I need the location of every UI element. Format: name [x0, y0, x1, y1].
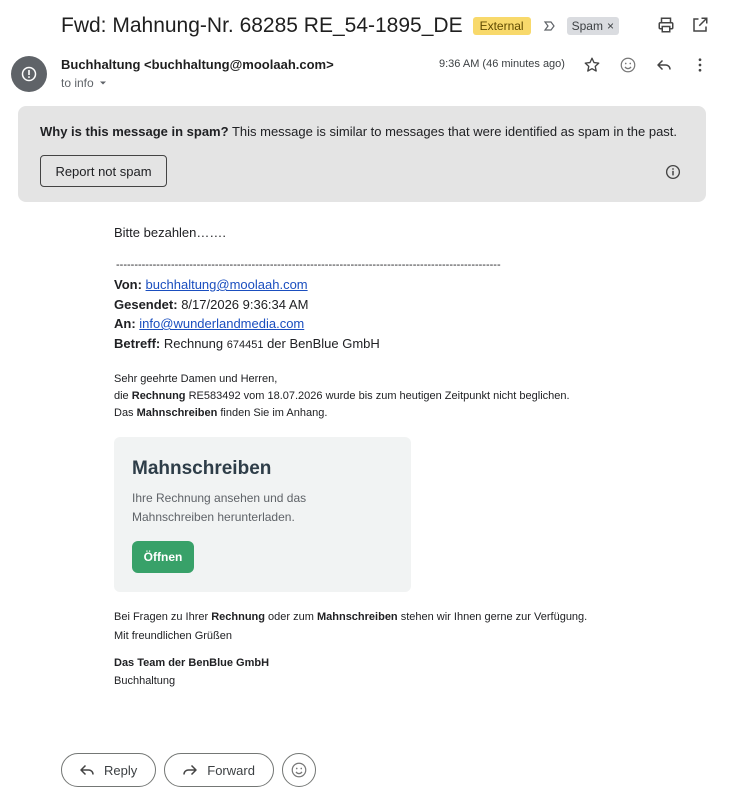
star-icon[interactable]	[581, 54, 603, 76]
regards: Mit freundlichen Grüßen	[114, 630, 232, 642]
report-not-spam-button[interactable]: Report not spam	[40, 155, 167, 187]
open-in-new-window-icon[interactable]	[689, 14, 711, 36]
card-title: Mahnschreiben	[132, 458, 272, 479]
team-name: Das Team der BenBlue GmbH	[114, 657, 270, 669]
message-actions	[581, 54, 711, 76]
spam-explanation: This message is similar to messages that were identified as spam in the past.	[228, 124, 678, 139]
sent-value: 8/17/2026 9:36:34 AM	[177, 296, 309, 312]
forward-button[interactable]	[164, 753, 274, 787]
line3-a: Das	[114, 407, 137, 419]
card-description: Ihre Rechnung ansehen und das Mahnschreiben herunterladen.	[132, 491, 307, 524]
reply-button[interactable]	[61, 753, 156, 787]
more-options-icon[interactable]	[689, 54, 711, 76]
reminder-card	[114, 437, 411, 592]
reply-bar	[61, 753, 316, 787]
subject-value-a: Rechnung	[160, 335, 227, 351]
emoji-react-button[interactable]	[282, 753, 316, 787]
subject-value-b: der BenBlue GmbH	[263, 335, 380, 351]
forward-label: Forward	[207, 762, 255, 778]
emoji-reaction-icon[interactable]	[617, 54, 639, 76]
emoji-icon	[290, 761, 308, 779]
remove-label-icon[interactable]: ×	[606, 19, 614, 33]
letter-line-2	[114, 388, 570, 405]
q-e: stehen wir Ihnen gerne zur Verfügung.	[397, 611, 588, 623]
closing-section	[114, 611, 674, 687]
q-a: Bei Fragen zu Ihrer	[114, 611, 212, 623]
recipient-line[interactable]	[61, 76, 108, 90]
forward-separator: ---------------------------------------------------------------------------------------------------------	[116, 259, 501, 271]
from-row	[114, 275, 380, 295]
letter-line-3	[114, 405, 570, 422]
salutation: Sehr geehrte Damen und Herren,	[114, 373, 278, 385]
spam-label[interactable]	[567, 17, 619, 35]
q-c: oder zum	[265, 611, 317, 623]
invoice-number: 674451	[226, 338, 264, 351]
line3-b: Mahnschreiben	[136, 407, 218, 419]
important-marker-icon[interactable]	[543, 19, 557, 33]
line3-c: finden Sie im Anhang.	[217, 407, 328, 419]
to-row	[114, 314, 380, 334]
recipient-text: to info	[61, 76, 94, 90]
chevron-down-icon[interactable]	[98, 78, 108, 88]
email-subject: Fwd: Mahnung-Nr. 68285 RE_54-1895_DE	[61, 14, 463, 37]
forward-arrow-icon	[181, 761, 199, 779]
department: Buchhaltung	[114, 675, 176, 687]
q-d: Mahnschreiben	[316, 611, 398, 623]
line2-a: die	[114, 390, 132, 402]
reply-icon[interactable]	[653, 54, 675, 76]
sent-row	[114, 295, 380, 315]
sent-label: Gesendet:	[114, 296, 178, 312]
subject-label: Betreff:	[114, 335, 161, 351]
message-time: 9:36 AM (46 minutes ago)	[439, 58, 565, 70]
open-button[interactable]: Öffnen	[132, 541, 194, 573]
info-icon[interactable]	[662, 161, 684, 183]
letter-text	[114, 371, 570, 422]
sender-name[interactable]: Buchhaltung <buchhaltung@moolaah.com>	[61, 57, 334, 72]
q-b: Rechnung	[211, 611, 265, 623]
to-label: An:	[114, 316, 136, 331]
reply-label: Reply	[104, 762, 138, 778]
greeting: Bitte bezahlen…….	[114, 225, 227, 240]
spam-warning-banner	[18, 106, 706, 202]
external-label[interactable]: External	[473, 17, 531, 35]
from-label: Von:	[114, 277, 142, 292]
questions-line	[114, 611, 674, 623]
email-body	[114, 225, 674, 419]
sender-avatar[interactable]	[11, 56, 47, 92]
reply-arrow-icon	[78, 761, 96, 779]
line2-c: RE583492 vom 18.07.2026 wurde bis zum heutigen Zeitpunkt nicht beglichen.	[185, 390, 570, 402]
from-link[interactable]: buchhaltung@moolaah.com	[145, 277, 308, 292]
spam-label-text: Spam	[571, 19, 603, 33]
subject-row-fwd	[114, 334, 380, 356]
subject-row	[61, 12, 619, 40]
top-actions	[655, 14, 711, 36]
spam-question: Why is this message in spam?	[40, 124, 229, 139]
to-link[interactable]: info@wunderlandmedia.com	[139, 316, 305, 331]
spam-reason-text	[40, 124, 677, 139]
forwarded-headers	[114, 275, 380, 355]
alert-icon	[21, 66, 37, 82]
line2-b: Rechnung	[131, 390, 186, 402]
print-icon[interactable]	[655, 14, 677, 36]
